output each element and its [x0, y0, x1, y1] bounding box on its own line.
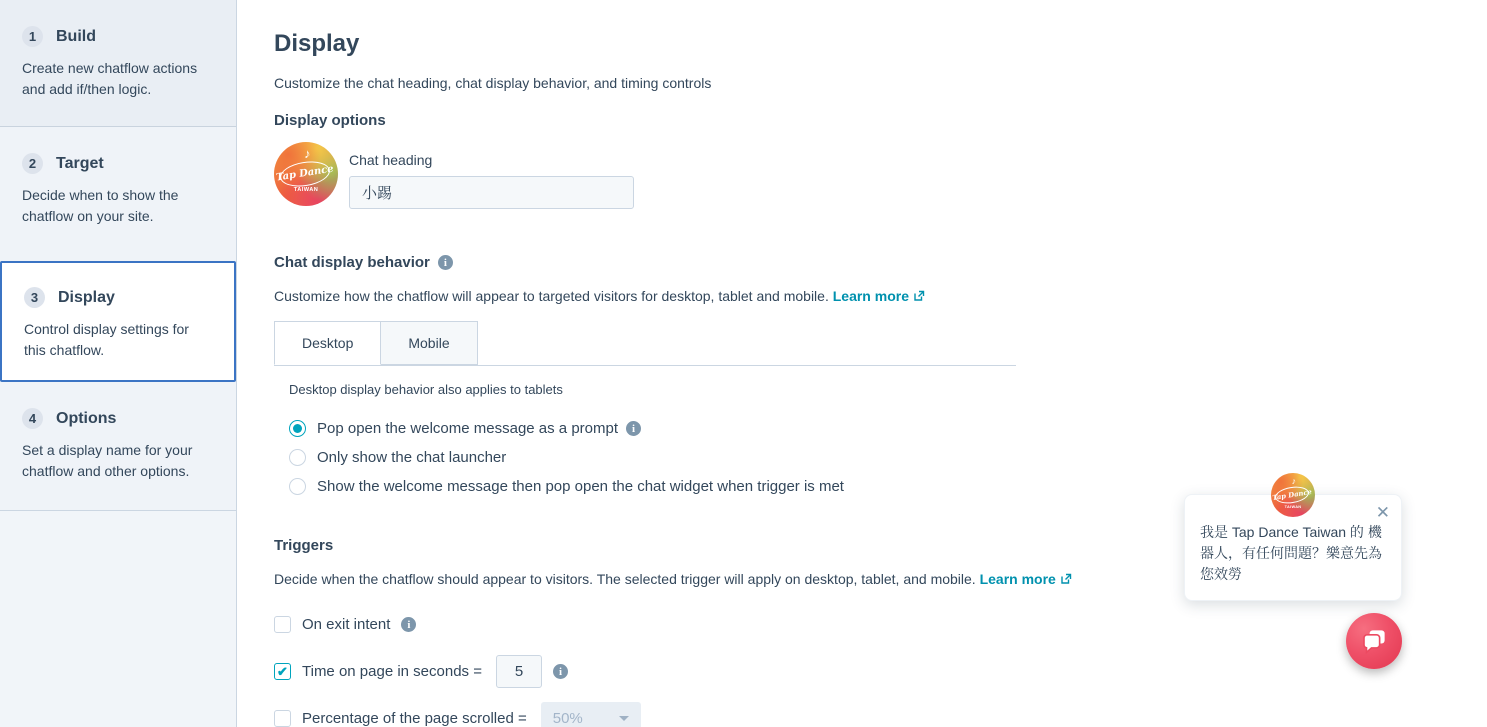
radio-icon — [289, 449, 306, 466]
music-note-icon: ♪ — [1291, 475, 1297, 486]
step-description: Control display settings for this chatflow. — [24, 321, 189, 358]
sidebar-item-target[interactable] — [0, 127, 236, 261]
time-on-page-input[interactable] — [496, 655, 542, 688]
radio-pop-open-welcome[interactable]: Pop open the welcome message as a prompt i — [289, 414, 1487, 443]
step-title: Target — [56, 154, 104, 172]
checkbox-percentage-scrolled[interactable]: Percentage of the page scrolled = 50% — [274, 702, 1487, 727]
step-title: Build — [56, 27, 96, 45]
info-icon[interactable]: i — [401, 617, 416, 632]
percentage-scrolled-select[interactable]: 50% — [541, 702, 641, 727]
checkbox-time-on-page[interactable]: ✔ Time on page in seconds = 5 i — [274, 655, 1487, 688]
sidebar-item-options[interactable] — [0, 382, 236, 511]
chat-avatar — [274, 142, 338, 206]
behavior-description: Customize how the chatflow will appear to targeted visitors for desktop, tablet and mobile. Learn more — [274, 288, 1487, 304]
logo-script-text: Tap Dance — [275, 163, 335, 184]
radio-welcome-then-pop-open[interactable]: Show the welcome message then pop open the chat widget when trigger is met — [289, 472, 1487, 501]
checkbox-checked-icon: ✔ — [274, 663, 291, 680]
external-link-icon — [1060, 573, 1072, 585]
radio-only-chat-launcher[interactable]: Only show the chat launcher — [289, 443, 1487, 472]
chat-heading-input[interactable] — [349, 176, 634, 209]
tab-desktop[interactable]: Desktop — [274, 321, 381, 365]
checkbox-icon — [274, 616, 291, 633]
step-number-badge: 1 — [22, 26, 43, 47]
chat-bubbles-icon — [1359, 626, 1389, 656]
desktop-tab-note: Desktop display behavior also applies to tablets — [289, 382, 563, 397]
logo-country-text: TAIWAN — [293, 186, 319, 193]
chat-launcher-button[interactable] — [1346, 613, 1402, 669]
trigger-checkbox-group — [274, 608, 1487, 727]
triggers-description: Decide when the chatflow should appear to visitors. The selected trigger will apply on desktop, tablet, and mobile. Learn more — [274, 571, 1487, 587]
step-number-badge: 2 — [22, 153, 43, 174]
radio-selected-icon — [289, 420, 306, 437]
display-settings-panel — [237, 0, 1487, 727]
step-description: Set a display name for your chatflow and other options. — [22, 442, 193, 479]
tab-mobile[interactable]: Mobile — [381, 321, 477, 365]
display-options-heading: Display options — [274, 112, 386, 129]
info-icon[interactable]: i — [553, 664, 568, 679]
step-title: Display — [58, 288, 115, 306]
checkbox-icon — [274, 710, 291, 727]
chat-widget-avatar: ♪ Tap Dance TAIWAN — [1271, 473, 1315, 517]
info-icon[interactable]: i — [626, 421, 641, 436]
external-link-icon — [913, 290, 925, 302]
steps-sidebar — [0, 0, 237, 727]
step-number-badge: 3 — [24, 287, 45, 308]
sidebar-item-display-selected[interactable] — [0, 261, 236, 382]
chat-display-behavior-heading: Chat display behavior i — [274, 254, 1487, 271]
sidebar-filler — [0, 511, 236, 727]
step-number-badge: 4 — [22, 408, 43, 429]
caret-down-icon — [619, 716, 629, 721]
sidebar-item-build[interactable] — [0, 0, 236, 127]
device-tabs — [274, 321, 1016, 366]
triggers-heading: Triggers — [274, 537, 334, 554]
welcome-message-text: 我是 Tap Dance Taiwan 的 機器人，有任何問題？樂意先為您效勞 — [1200, 524, 1382, 582]
step-description: Create new chatflow actions and add if/then logic. — [22, 60, 198, 97]
learn-more-link[interactable]: Learn more — [980, 571, 1072, 587]
close-icon[interactable]: ✕ — [1375, 503, 1390, 522]
checkbox-on-exit-intent[interactable]: On exit intent i — [274, 608, 1487, 641]
page-title: Display — [274, 30, 360, 57]
page-subtitle: Customize the chat heading, chat display behavior, and timing controls — [274, 75, 712, 91]
chat-heading-label: Chat heading — [349, 152, 433, 168]
step-description: Decide when to show the chatflow on your site. — [22, 187, 179, 224]
info-icon[interactable]: i — [438, 255, 453, 270]
learn-more-link[interactable]: Learn more — [833, 288, 925, 304]
radio-icon — [289, 478, 306, 495]
music-note-icon: ♪ — [304, 145, 311, 161]
step-title: Options — [56, 409, 117, 427]
